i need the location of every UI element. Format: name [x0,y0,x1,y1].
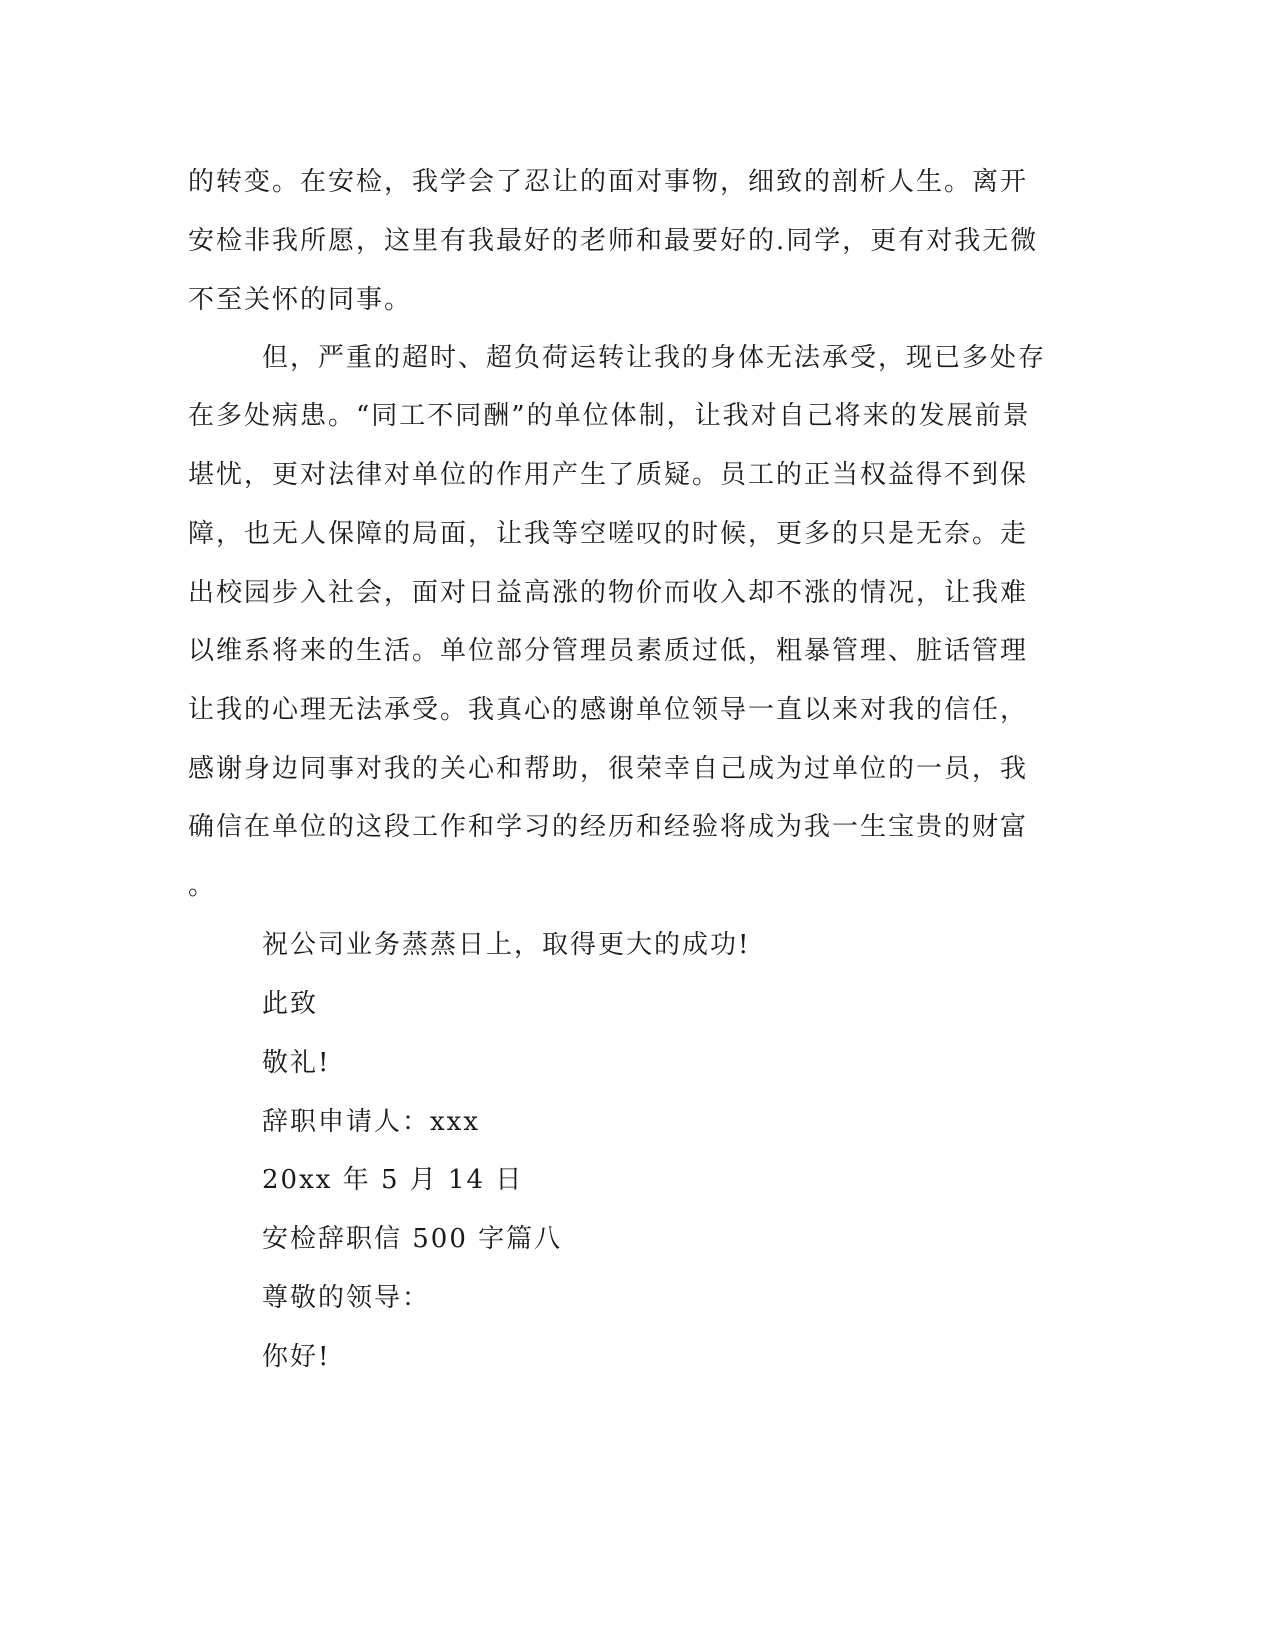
paragraph-line: 让我的心理无法承受。我真心的感谢单位领导一直以来对我的信任， [188,695,1029,725]
paragraph-line: 安检非我所愿，这里有我最好的老师和最要好的.同学，更有对我无微 [188,226,1039,256]
paragraph-line: 确信在单位的这段工作和学习的经历和经验将成为我一生宝贵的财富 [188,812,1029,842]
greeting-recipient: 尊敬的领导： [262,1283,431,1313]
section-title: 安检辞职信 500 字篇八 [262,1224,563,1254]
signer-line: 辞职申请人：xxx [262,1107,480,1137]
closing-salutation: 此致 [262,989,319,1019]
paragraph-line: 以维系将来的生活。单位部分管理员素质过低，粗暴管理、脏话管理 [188,636,1029,666]
paragraph-line: 障，也无人保障的局面，让我等空嗟叹的时候，更多的只是无奈。走 [188,519,1029,549]
paragraph-line: 。 [188,871,217,901]
paragraph-line: 的转变。在安检，我学会了忍让的面对事物，细致的剖析人生。离开 [188,167,1029,197]
paragraph-line: 感谢身边同事对我的关心和帮助，很荣幸自己成为过单位的一员，我 [188,754,1029,784]
paragraph-line: 出校园步入社会，面对日益高涨的物价而收入却不涨的情况，让我难 [188,578,1029,608]
closing-wish: 祝公司业务蒸蒸日上，取得更大的成功! [262,930,751,960]
paragraph-line: 不至关怀的同事。 [188,285,413,315]
paragraph-line: 堪忧，更对法律对单位的作用产生了质疑。员工的正当权益得不到保 [188,460,1029,490]
date-line: 20xx 年 5 月 14 日 [262,1165,524,1195]
closing-regards: 敬礼! [262,1048,331,1078]
paragraph-line: 在多处病患。“同工不同酬”的单位体制，让我对自己将来的发展前景 [188,401,1031,431]
greeting: 你好! [262,1342,331,1372]
paragraph-line: 但，严重的超时、超负荷运转让我的身体无法承受，现已多处存 [262,343,1047,373]
